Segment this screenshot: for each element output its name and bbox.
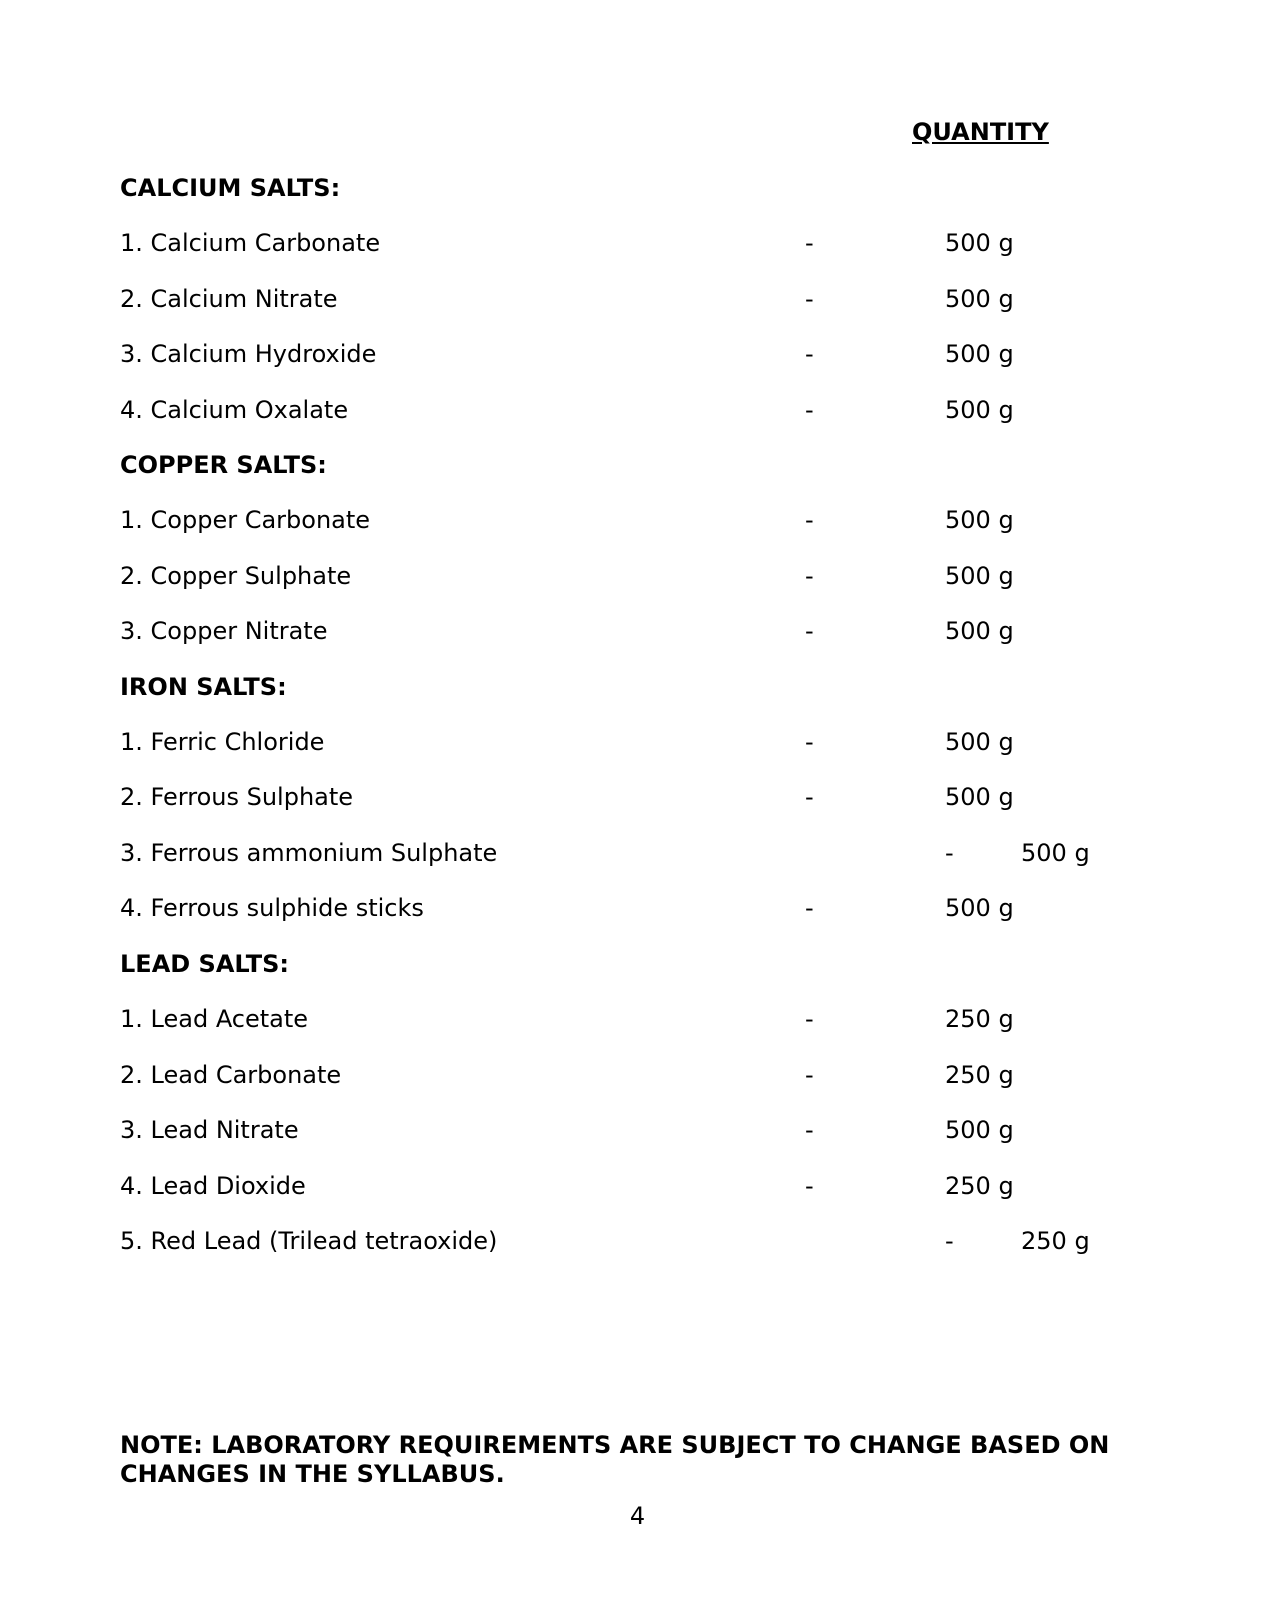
list-item xyxy=(0,728,1275,758)
list-item xyxy=(0,1005,1275,1035)
item-name: 2. Ferrous Sulphate xyxy=(120,783,354,811)
item-name: 5. Red Lead (Trilead tetraoxide) xyxy=(120,1227,498,1255)
item-name: 1. Ferric Chloride xyxy=(120,728,325,756)
quantity-column-header: QUANTITY xyxy=(912,118,1049,146)
item-quantity: 500 g xyxy=(945,1116,1014,1144)
item-dash: - xyxy=(805,1116,814,1144)
list-item xyxy=(0,839,1275,869)
item-quantity: 500 g xyxy=(945,340,1014,368)
section-title-copper: COPPER SALTS: xyxy=(120,451,327,479)
item-dash: - xyxy=(805,1061,814,1089)
list-item xyxy=(0,617,1275,647)
syllabus-note: NOTE: LABORATORY REQUIREMENTS ARE SUBJECT TO CHANGE BASED ON CHANGES IN THE SYLLABUS. xyxy=(120,1431,1110,1488)
list-item xyxy=(0,1116,1275,1146)
item-dash: - xyxy=(805,506,814,534)
item-name: 1. Lead Acetate xyxy=(120,1005,309,1033)
list-item xyxy=(0,396,1275,426)
item-dash: - xyxy=(805,728,814,756)
item-dash: - xyxy=(805,340,814,368)
item-quantity: 250 g xyxy=(1021,1227,1090,1255)
item-quantity: 500 g xyxy=(945,894,1014,922)
item-name: 1. Calcium Carbonate xyxy=(120,229,381,257)
item-name: 3. Calcium Hydroxide xyxy=(120,340,377,368)
item-name: 3. Ferrous ammonium Sulphate xyxy=(120,839,498,867)
item-dash: - xyxy=(805,396,814,424)
item-dash: - xyxy=(945,1227,954,1255)
section-title-lead: LEAD SALTS: xyxy=(120,950,289,978)
item-quantity: 500 g xyxy=(945,617,1014,645)
item-dash: - xyxy=(805,894,814,922)
item-name: 2. Copper Sulphate xyxy=(120,562,352,590)
item-dash: - xyxy=(805,562,814,590)
list-item xyxy=(0,1227,1275,1257)
item-name: 3. Lead Nitrate xyxy=(120,1116,299,1144)
item-quantity: 500 g xyxy=(945,728,1014,756)
item-quantity: 500 g xyxy=(945,562,1014,590)
list-item xyxy=(0,1061,1275,1091)
item-dash: - xyxy=(805,229,814,257)
list-item xyxy=(0,229,1275,259)
item-dash: - xyxy=(945,839,954,867)
list-item xyxy=(0,1172,1275,1202)
item-quantity: 500 g xyxy=(945,229,1014,257)
item-dash: - xyxy=(805,1005,814,1033)
item-dash: - xyxy=(805,783,814,811)
list-item xyxy=(0,562,1275,592)
item-quantity: 500 g xyxy=(945,506,1014,534)
item-name: 3. Copper Nitrate xyxy=(120,617,328,645)
item-name: 4. Calcium Oxalate xyxy=(120,396,349,424)
item-quantity: 500 g xyxy=(1021,839,1090,867)
list-item xyxy=(0,285,1275,315)
item-quantity: 250 g xyxy=(945,1005,1014,1033)
item-name: 4. Lead Dioxide xyxy=(120,1172,306,1200)
item-quantity: 250 g xyxy=(945,1061,1014,1089)
item-name: 2. Lead Carbonate xyxy=(120,1061,342,1089)
item-quantity: 500 g xyxy=(945,783,1014,811)
item-dash: - xyxy=(805,1172,814,1200)
item-name: 4. Ferrous sulphide sticks xyxy=(120,894,424,922)
item-dash: - xyxy=(805,617,814,645)
list-item xyxy=(0,340,1275,370)
section-title-calcium: CALCIUM SALTS: xyxy=(120,174,341,202)
section-title-iron: IRON SALTS: xyxy=(120,673,287,701)
list-item xyxy=(0,783,1275,813)
list-item xyxy=(0,894,1275,924)
item-dash: - xyxy=(805,285,814,313)
item-quantity: 500 g xyxy=(945,285,1014,313)
item-quantity: 250 g xyxy=(945,1172,1014,1200)
list-item xyxy=(0,506,1275,536)
item-name: 1. Copper Carbonate xyxy=(120,506,371,534)
page-number: 4 xyxy=(629,1502,646,1530)
item-name: 2. Calcium Nitrate xyxy=(120,285,338,313)
item-quantity: 500 g xyxy=(945,396,1014,424)
